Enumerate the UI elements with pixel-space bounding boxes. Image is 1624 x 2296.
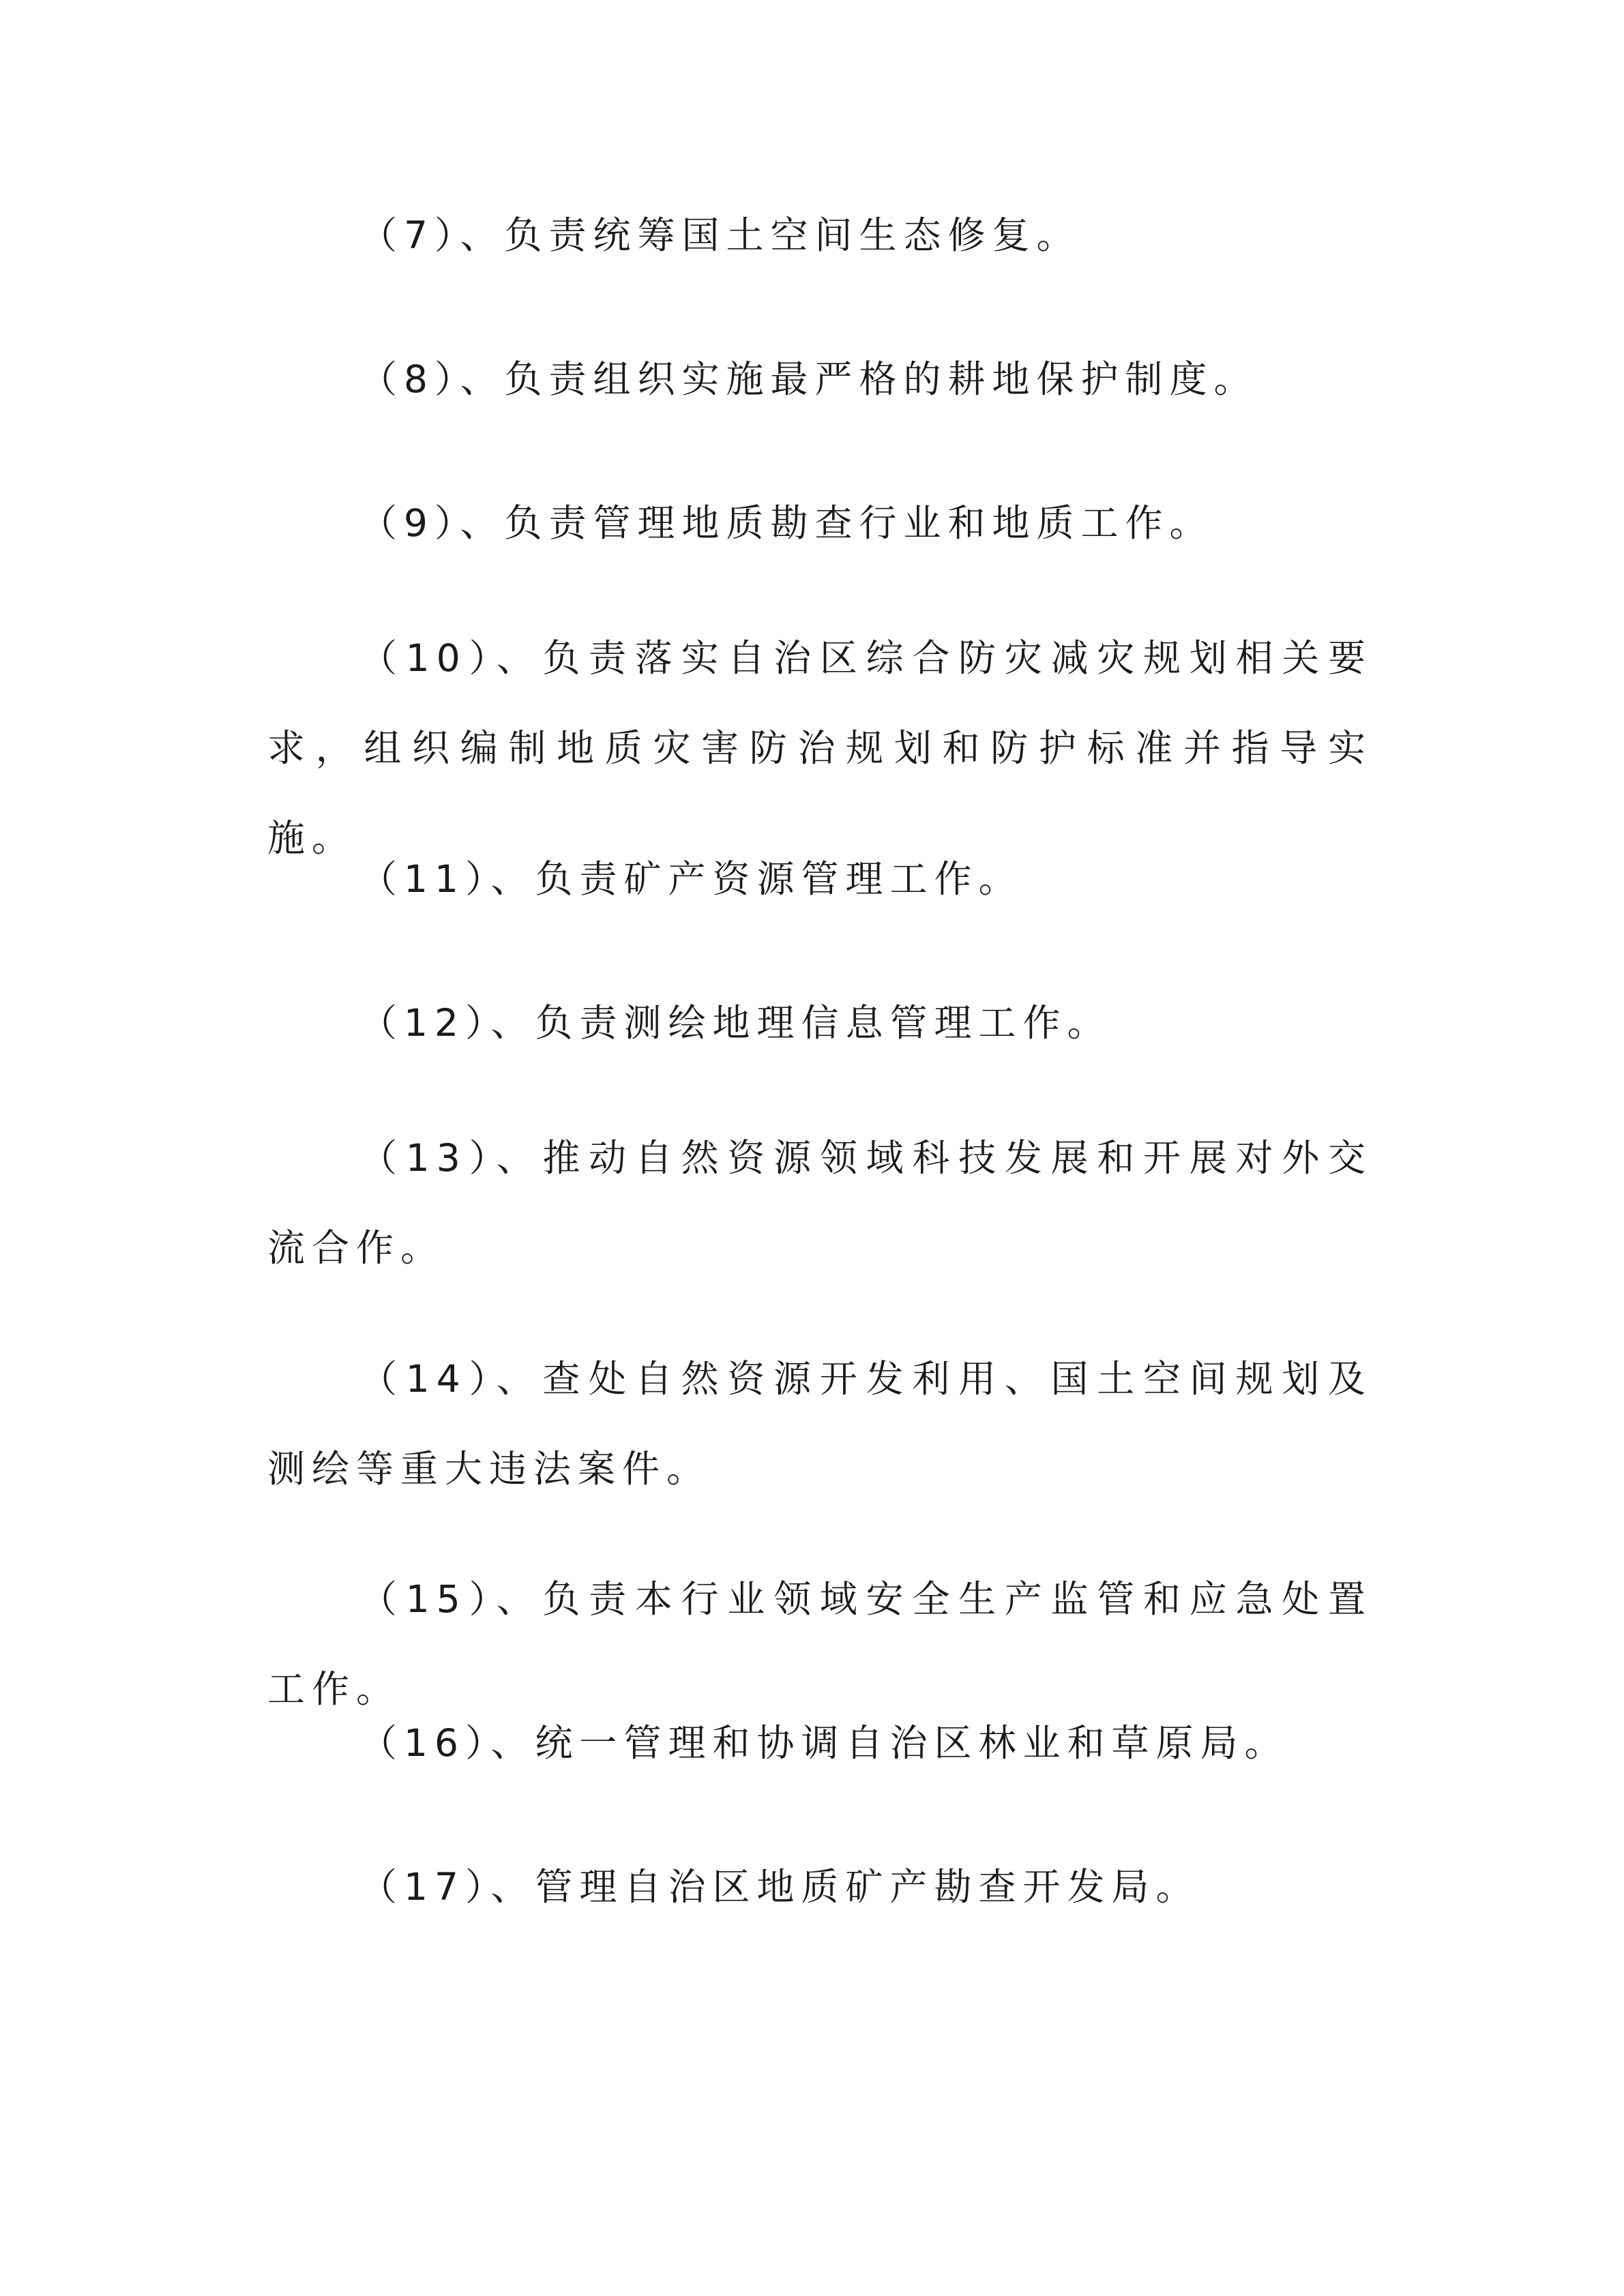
paragraph-item-14: （14）、查处自然资源开发利用、国土空间规划及测绘等重大违法案件。 — [267, 1357, 1372, 1491]
paragraph-item-11: （11）、负责矿产资源管理工作。 — [359, 857, 1023, 901]
paragraph-item-7: （7）、负责统筹国土空间生态修复。 — [359, 213, 1081, 257]
paragraph-item-15: （15）、负责本行业领域安全生产监管和应急处置工作。 — [267, 1577, 1372, 1711]
paragraph-item-8: （8）、负责组织实施最严格的耕地保护制度。 — [359, 357, 1258, 401]
paragraph-item-12: （12）、负责测绘地理信息管理工作。 — [359, 1001, 1112, 1045]
paragraph-item-13: （13）、推动自然资源领域科技发展和开展对外交流合作。 — [267, 1136, 1372, 1270]
paragraph-item-10: （10）、负责落实自治区综合防灾减灾规划相关要求，组织编制地质灾害防治规划和防护标准并指导实施。 — [267, 636, 1372, 860]
paragraph-item-16: （16）、统一管理和协调自治区林业和草原局。 — [359, 1721, 1289, 1765]
paragraph-item-17: （17）、管理自治区地质矿产勘查开发局。 — [359, 1865, 1200, 1909]
paragraph-item-9: （9）、负责管理地质勘查行业和地质工作。 — [359, 501, 1214, 545]
